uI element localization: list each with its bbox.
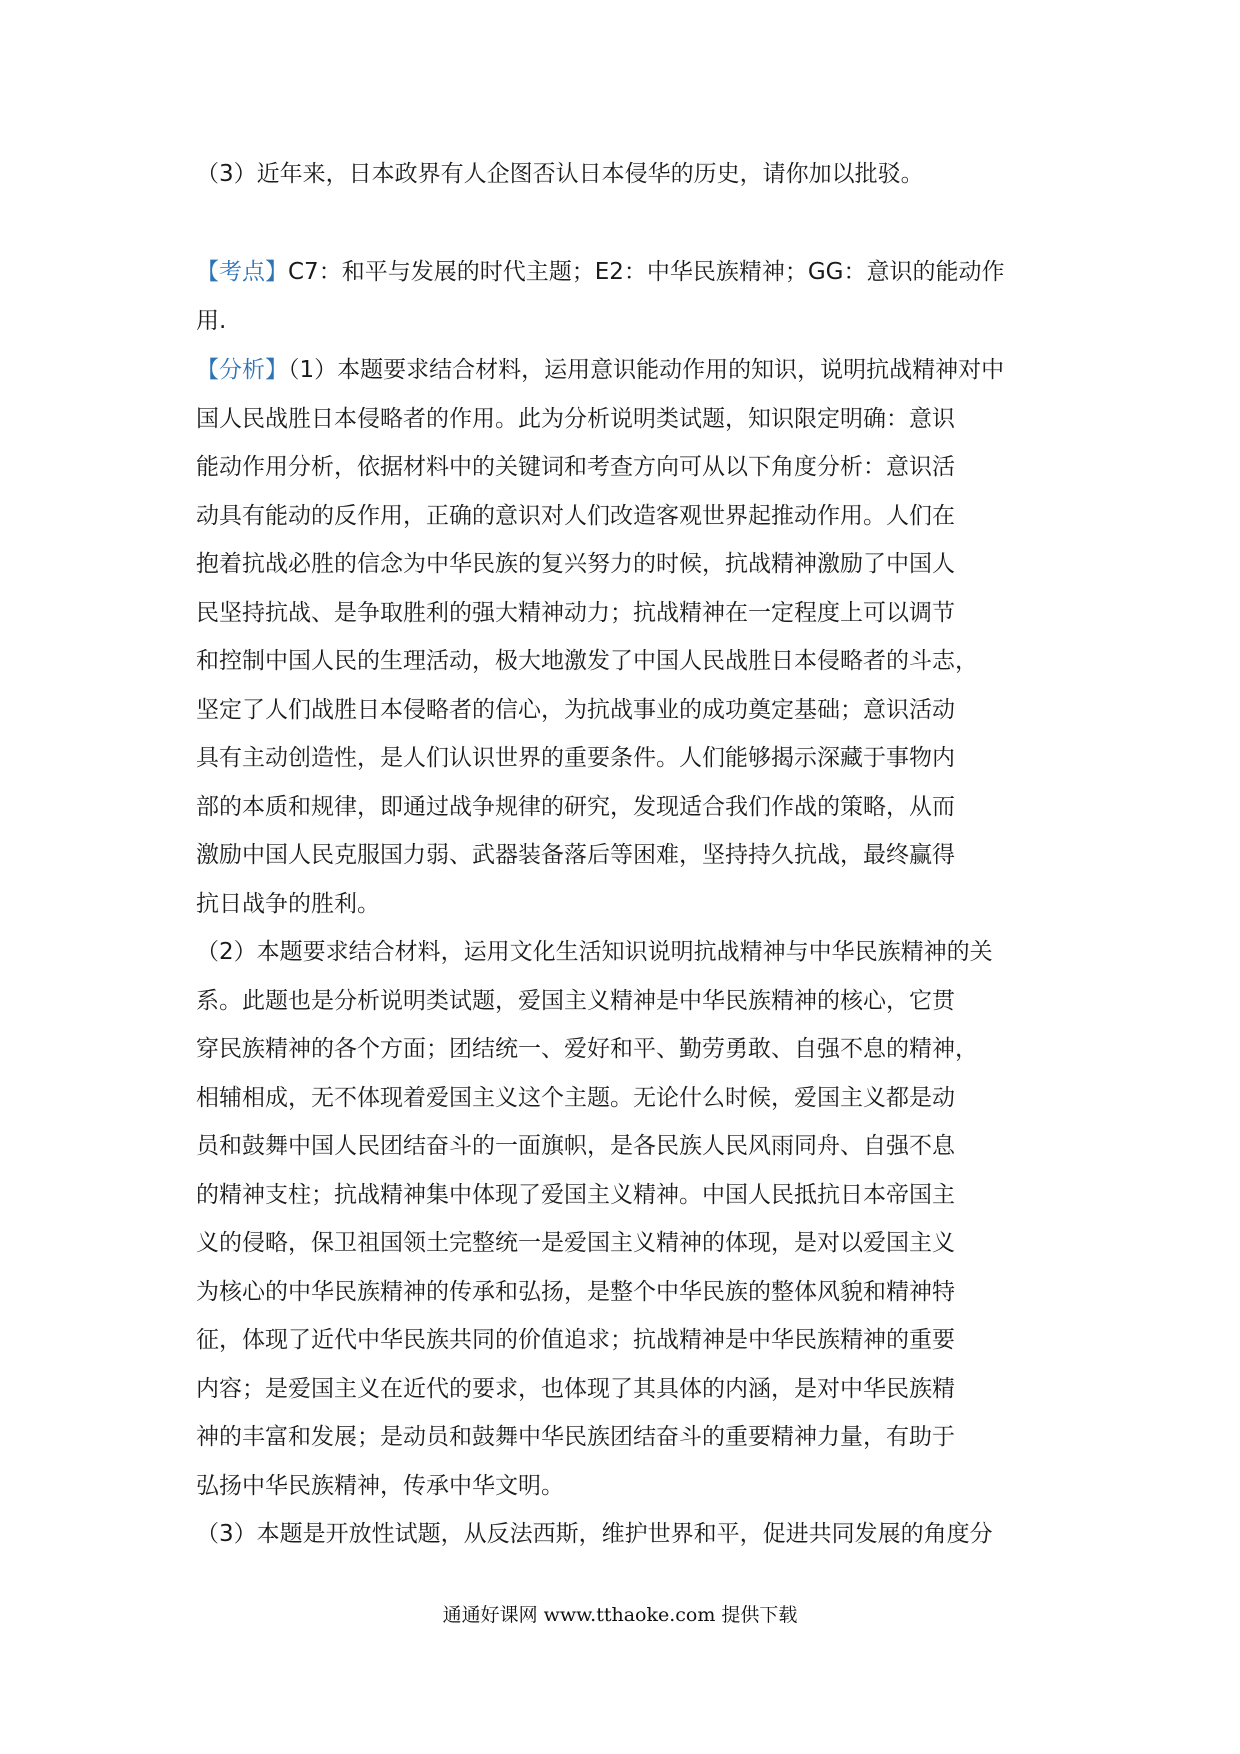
fenxi-text: （1）本题要求结合材料，运用意识能动作用的知识，说明抗战精神对中	[288, 357, 1005, 383]
fenxi-line: 相辅相成，无不体现着爱国主义这个主题。无论什么时候，爱国主义都是动	[196, 1084, 955, 1111]
kaodian-paragraph	[196, 248, 1056, 345]
kaodian-tag: 【考点】	[196, 259, 288, 285]
fenxi-line: 员和鼓舞中国人民团结奋斗的一面旗帜，是各民族人民风雨同舟、自强不息	[196, 1133, 955, 1159]
fenxi-line: 能动作用分析，依据材料中的关键词和考查方向可从以下角度分析：意识活	[196, 454, 955, 480]
fenxi-section	[196, 346, 1056, 1559]
fenxi-line: 穿民族精神的各个方面；团结统一、爱好和平、勤劳勇敢、自强不息的精神，	[196, 1036, 978, 1062]
fenxi-line: （2）本题要求结合材料，运用文化生活知识说明抗战精神与中华民族精神的关	[196, 939, 993, 965]
fenxi-line: 和控制中国人民的生理活动，极大地激发了中国人民战胜日本侵略者的斗志，	[196, 648, 978, 674]
fenxi-line: 抱着抗战必胜的信念为中华民族的复兴努力的时候，抗战精神激励了中国人	[196, 551, 955, 577]
fenxi-line: 部的本质和规律，即通过战争规律的研究，发现适合我们作战的策略，从而	[196, 793, 955, 820]
fenxi-line: （3）本题是开放性试题，从反法西斯，维护世界和平，促进共同发展的角度分	[196, 1521, 993, 1547]
fenxi-line: 的精神支柱；抗战精神集中体现了爱国主义精神。中国人民抵抗日本帝国主	[196, 1181, 955, 1208]
fenxi-line: 弘扬中华民族精神，传承中华文明。	[196, 1472, 564, 1499]
footer-source: 通通好课网 www.tthaoke.com 提供下载	[442, 1604, 798, 1626]
kaodian-line: 用.	[196, 307, 227, 334]
fenxi-line: 动具有能动的反作用，正确的意识对人们改造客观世界起推动作用。人们在	[196, 502, 955, 529]
fenxi-part-2	[196, 928, 1056, 1510]
fenxi-line: 具有主动创造性，是人们认识世界的重要条件。人们能够揭示深藏于事物内	[196, 745, 955, 771]
fenxi-line: 激励中国人民克服国力弱、武器装备落后等困难，坚持持久抗战，最终赢得	[196, 842, 955, 868]
fenxi-line: 义的侵略，保卫祖国领土完整统一是爱国主义精神的体现，是对以爱国主义	[196, 1230, 955, 1256]
kaodian-text: C7：和平与发展的时代主题；E2：中华民族精神；GG：意识的能动作	[288, 259, 1005, 285]
kaodian-section	[196, 248, 1056, 345]
fenxi-line: 内容；是爱国主义在近代的要求，也体现了其具体的内涵，是对中华民族精	[196, 1375, 955, 1402]
fenxi-line: 民坚持抗战、是争取胜利的强大精神动力；抗战精神在一定程度上可以调节	[196, 599, 955, 626]
fenxi-line: 抗日战争的胜利。	[196, 890, 380, 917]
fenxi-line: 系。此题也是分析说明类试题，爱国主义精神是中华民族精神的核心，它贯	[196, 987, 955, 1014]
fenxi-part-3	[196, 1510, 1056, 1559]
fenxi-line: 国人民战胜日本侵略者的作用。此为分析说明类试题，知识限定明确：意识	[196, 405, 955, 432]
fenxi-line: 神的丰富和发展；是动员和鼓舞中华民族团结奋斗的重要精神力量，有助于	[196, 1424, 955, 1450]
fenxi-line: 征，体现了近代中华民族共同的价值追求；抗战精神是中华民族精神的重要	[196, 1327, 955, 1353]
kaodian-line	[196, 248, 1056, 297]
fenxi-line	[196, 346, 1056, 395]
question-3-text: （3）近年来，日本政界有人企图否认日本侵华的历史，请你加以批驳。	[196, 161, 924, 187]
fenxi-line: 坚定了人们战胜日本侵略者的信心，为抗战事业的成功奠定基础；意识活动	[196, 696, 955, 723]
fenxi-line: 为核心的中华民族精神的传承和弘扬，是整个中华民族的整体风貌和精神特	[196, 1278, 955, 1305]
fenxi-part-1	[196, 346, 1056, 928]
fenxi-tag: 【分析】	[196, 357, 288, 383]
